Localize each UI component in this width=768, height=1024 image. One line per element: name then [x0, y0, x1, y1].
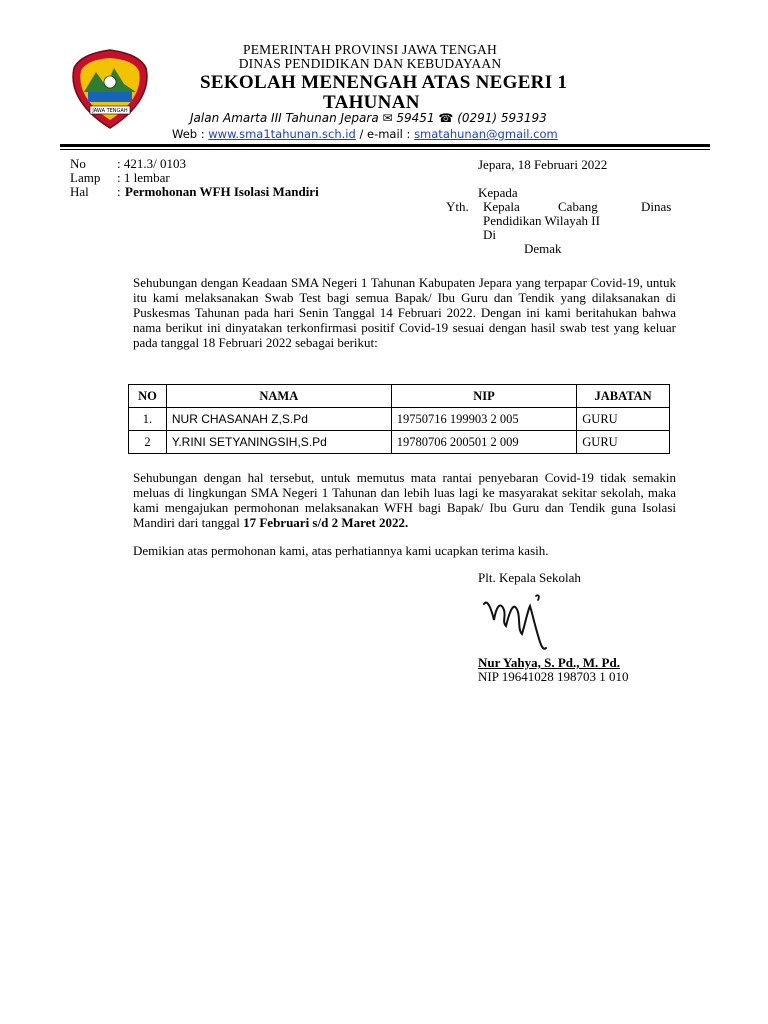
- letter-date: Jepara, 18 Februari 2022: [478, 157, 608, 172]
- recipient-line-2: Pendidikan Wilayah II: [483, 213, 600, 228]
- phone: (0291) 593193: [457, 111, 547, 125]
- cell-nama: NUR CHASANAH Z,S.Pd: [166, 408, 391, 431]
- kepada: Kepada: [478, 185, 518, 200]
- province-logo: [66, 46, 154, 132]
- header-no: NO: [129, 385, 167, 408]
- header-jabatan: JABATAN: [577, 385, 670, 408]
- school-name-2: TAHUNAN: [323, 92, 420, 113]
- recipient-word-3: Dinas: [641, 199, 672, 214]
- email-label: / e-mail :: [359, 127, 411, 141]
- school-name: SEKOLAH MENENGAH ATAS NEGERI 1: [200, 72, 568, 93]
- email-link[interactable]: smatahunan@gmail.com: [414, 127, 558, 141]
- recipient-city: Demak: [524, 241, 562, 256]
- table-row: [129, 408, 670, 431]
- paragraph-3: Demikian atas permohonan kami, atas perhatiannya kami ucapkan terima kasih.: [133, 543, 549, 558]
- paragraph-2-text: Sehubungan dengan hal tersebut, untuk memutus mata rantai penyebaran Covid-19 tidak semakin meluas di lingkungan SMA Negeri 1 Tahunan dan lebih luas lagi ke masyarakat sekitar sekolah, maka kami mengajukan permohonan melaksanakan WFH bagi Bapak/ Ibu Guru dan Tendik guna Isolasi Mandiri dari tanggal: [133, 470, 676, 530]
- phone-icon: ☎: [438, 111, 454, 125]
- lamp-label: Lamp: [70, 170, 101, 185]
- recipient-di: Di: [483, 227, 496, 242]
- signer-title: Plt. Kepala Sekolah: [478, 570, 581, 585]
- subject: Permohonan WFH Isolasi Mandiri: [125, 184, 319, 199]
- header-nip: NIP: [391, 385, 577, 408]
- cell-jabatan: GURU: [577, 431, 670, 454]
- table-row: [129, 431, 670, 454]
- web-label: Web :: [172, 127, 205, 141]
- signer-name: Nur Yahya, S. Pd., M. Pd.: [478, 655, 620, 670]
- yth: Yth.: [446, 199, 469, 214]
- signer-nip: NIP 19641028 198703 1 010: [478, 669, 629, 684]
- hal-label: Hal: [70, 184, 89, 199]
- postcode: 59451: [396, 111, 435, 125]
- cell-no: 1.: [129, 408, 167, 431]
- recipient-word-1: Kepala: [483, 199, 520, 214]
- table-header: [129, 385, 670, 408]
- address-line: [190, 111, 547, 125]
- letterhead-rule-thin: [60, 149, 710, 150]
- paragraph-1: Sehubungan dengan Keadaan SMA Negeri 1 Tahunan Kabupaten Jepara yang terpapar Covid-19, untuk itu kami melaksanakan Swab Test bagi semua Bapak/ Ibu Guru dan Tendik yang dilaksanakan di Puskesmas Tahunan pada hari Senin Tanggal 14 Februari 2022. Dengan ini kami beritahukan bahwa nama berikut ini dinyatakan terkonfirmasi positif Covid-19 sesuai dengan hasil swab test yang keluar pada tanggal 18 Februari 2022 sebagai berikut:: [133, 275, 676, 350]
- cell-no: 2: [129, 431, 167, 454]
- hal-colon: :: [117, 184, 121, 199]
- wfh-period: 17 Februari s/d 2 Maret 2022.: [243, 515, 409, 530]
- gov-line: PEMERINTAH PROVINSI JAWA TENGAH: [243, 42, 497, 57]
- cell-nip: 19780706 200501 2 009: [391, 431, 577, 454]
- address-text: Jalan Amarta III Tahunan Jepara: [190, 111, 379, 125]
- paragraph-2: [133, 470, 676, 530]
- dept-line: DINAS PENDIDIKAN DAN KEBUDAYAAN: [238, 56, 502, 71]
- covid-positive-table: [128, 384, 670, 454]
- cell-jabatan: GURU: [577, 408, 670, 431]
- no-value: : 421.3/ 0103: [117, 156, 186, 171]
- letterhead-rule-thick: [60, 144, 710, 147]
- no-label: No: [70, 156, 86, 171]
- handwritten-signature: [478, 590, 558, 656]
- contact-line: [172, 127, 558, 141]
- cell-nama: Y.RINI SETYANINGSIH,S.Pd: [166, 431, 391, 454]
- cell-nip: 19750716 199903 2 005: [391, 408, 577, 431]
- website-link[interactable]: www.sma1tahunan.sch.id: [208, 127, 356, 141]
- logo-text: JAWA TENGAH: [92, 108, 128, 114]
- envelope-icon: ✉: [382, 111, 393, 125]
- header-nama: NAMA: [166, 385, 391, 408]
- lamp-value: : 1 lembar: [117, 170, 170, 185]
- recipient-word-2: Cabang: [558, 199, 598, 214]
